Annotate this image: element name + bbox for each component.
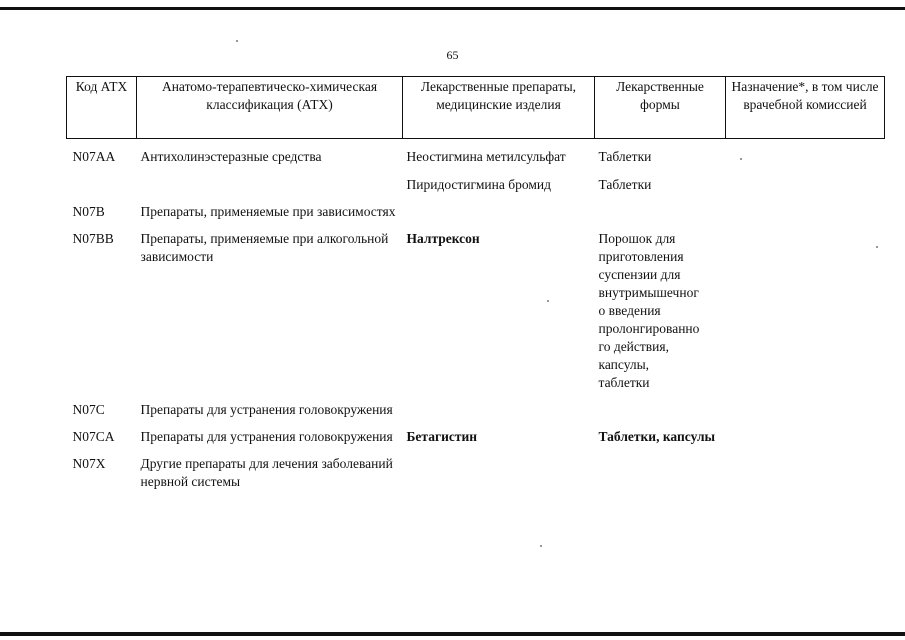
dosage-form: Порошок для приготовления суспензии для внутримышечног о введения пролонгированно го действия, капсулы, таблетки	[598, 231, 700, 390]
atx-code: N07B	[72, 204, 105, 219]
atx-classification: Препараты, применяемые при зависимостях	[140, 204, 396, 219]
row-spacer	[67, 194, 885, 203]
drug-name: Бетагистин	[406, 429, 478, 444]
table-row	[67, 401, 885, 419]
form-cell	[595, 455, 726, 491]
atx-code: N07X	[72, 456, 106, 471]
row-spacer	[67, 419, 885, 428]
bottom-rule	[0, 632, 905, 636]
atx-classification: Препараты, применяемые при алкогольной зависимости	[140, 231, 389, 264]
drug-name: Пиридостигмина бромид	[406, 177, 551, 192]
header-purpose: Назначение*, в том числе врачебной комиссией	[726, 77, 885, 139]
atx-code: N07C	[72, 402, 105, 417]
header-code: Код АТХ	[67, 77, 137, 139]
purpose-cell	[726, 203, 885, 221]
atx-code: N07BB	[72, 231, 114, 246]
atx-classification: Антихолинэстеразные средства	[140, 149, 322, 164]
top-rule	[0, 7, 905, 10]
row-spacer	[67, 446, 885, 455]
drug-cell	[403, 455, 595, 491]
atx-classification: Препараты для устранения головокружения	[140, 402, 393, 417]
drug-cell	[403, 148, 595, 194]
purpose-cell	[726, 148, 885, 194]
form-cell	[595, 428, 726, 446]
table-row	[67, 148, 885, 194]
dosage-form: Таблетки	[598, 149, 652, 164]
form-cell	[595, 401, 726, 419]
form-cell	[595, 148, 726, 194]
header-classification: Анатомо-терапевтическо-химическая классификация (АТХ)	[137, 77, 403, 139]
form-cell	[595, 230, 726, 392]
purpose-cell	[726, 455, 885, 491]
dosage-form: Таблетки	[598, 177, 652, 192]
atx-classification: Другие препараты для лечения заболеваний нервной системы	[140, 456, 393, 489]
scan-speck	[547, 300, 549, 302]
dosage-form: Таблетки, капсулы	[598, 429, 716, 444]
drug-cell	[403, 428, 595, 446]
scan-speck	[740, 158, 742, 160]
table-header-row	[67, 77, 885, 139]
drug-cell	[403, 401, 595, 419]
atx-table	[66, 76, 885, 491]
header-drugs: Лекарственные препараты, медицинские изделия	[403, 77, 595, 139]
purpose-cell	[726, 230, 885, 392]
page-number: 65	[446, 48, 459, 62]
row-spacer	[67, 392, 885, 401]
scan-speck	[236, 40, 238, 42]
table-row	[67, 230, 885, 392]
table-row	[67, 203, 885, 221]
purpose-cell	[726, 428, 885, 446]
atx-code: N07AA	[72, 149, 116, 164]
row-spacer	[67, 221, 885, 230]
drug-name: Неостигмина метилсульфат	[406, 149, 566, 164]
scan-speck	[876, 246, 878, 248]
drug-cell	[403, 203, 595, 221]
scan-speck	[540, 545, 542, 547]
form-cell	[595, 203, 726, 221]
header-spacer	[67, 139, 885, 149]
purpose-cell	[726, 401, 885, 419]
drug-cell	[403, 230, 595, 392]
header-forms: Лекарственные формы	[595, 77, 726, 139]
table-row	[67, 455, 885, 491]
atx-code: N07CA	[72, 429, 115, 444]
atx-classification: Препараты для устранения головокружения	[140, 429, 393, 444]
table-row	[67, 428, 885, 446]
drug-name: Налтрексон	[406, 231, 480, 246]
